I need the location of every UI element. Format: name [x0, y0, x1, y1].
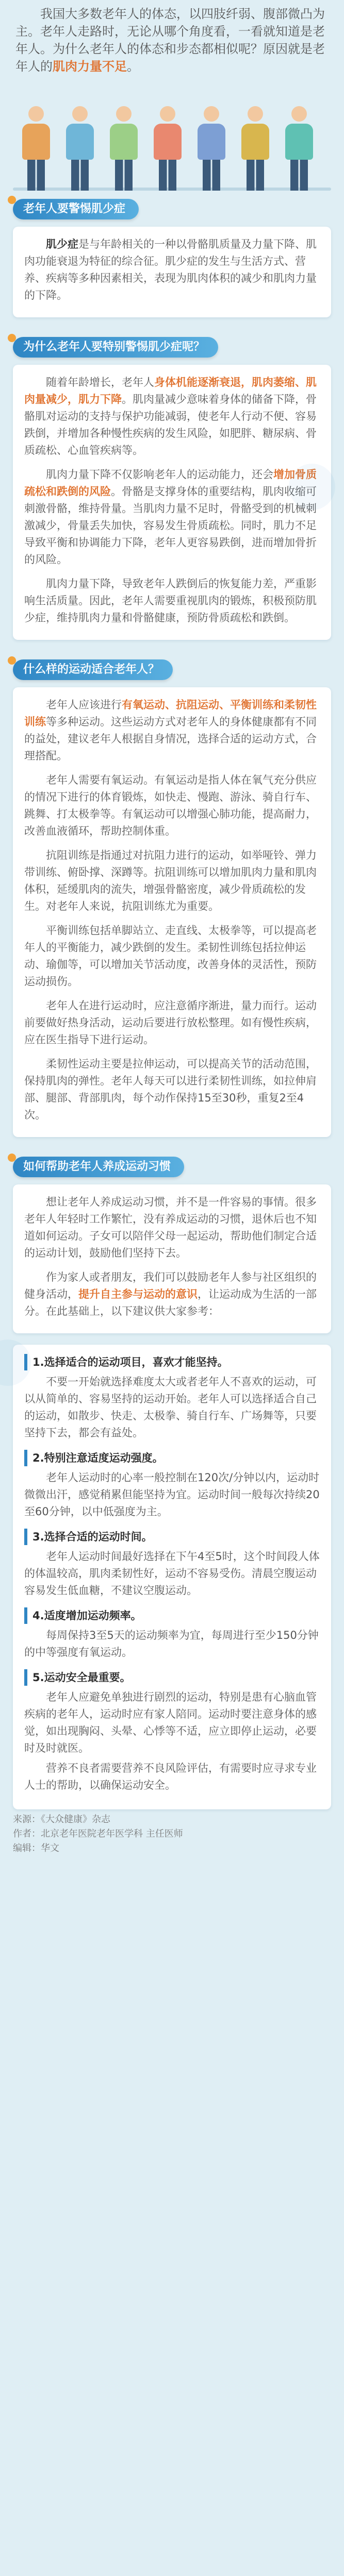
elderly-figure-illustration — [281, 106, 317, 191]
elderly-figure-illustration — [106, 106, 142, 191]
elderly-figure-illustration — [150, 106, 186, 191]
tip-paragraph: 营养不良者需要营养不良风险评估，有需要时应寻求专业人士的帮助，以确保运动安全。 — [24, 1762, 317, 1791]
tip-title: 3.选择合适的运动时间。 — [24, 1529, 320, 1545]
tip-paragraph: 老年人运动时的心率一般控制在120次/分钟以内，运动时微微出汗，感觉稍累但能坚持为宜。运动时间一般每次持续20至60分钟，以中低强度为主。 — [24, 1471, 320, 1518]
elderly-figure-illustration — [237, 106, 273, 191]
section-heading — [13, 1148, 331, 1181]
tip-title: 1.选择适合的运动项目，喜欢才能坚持。 — [24, 1354, 320, 1370]
paragraph-emphasis: 身体机能逐渐衰退，肌肉萎缩、肌肉量减少，肌力下降 — [24, 376, 317, 405]
section-paragraph — [24, 236, 320, 304]
section-paragraph — [24, 1269, 320, 1320]
paragraph-text: 抗阻训练是指通过对抗阻力进行的运动，如举哑铃、弹力带训练、俯卧撑、深蹲等。抗阻训练可以增加肌肉力量和肌肉体积，延缓肌肉的流失，增强骨骼密度，减少骨质疏松的发生。对老年人来说，抗阻训练尤为重要。 — [24, 849, 317, 912]
section-heading — [13, 329, 331, 362]
section-paragraph — [24, 847, 320, 915]
tip-paragraph: 每周保持3至5天的运动频率为宜，每周进行至少150分钟的中等强度有氧运动。 — [24, 1629, 319, 1658]
section-paragraph — [24, 772, 320, 840]
section-paragraph — [24, 1194, 320, 1262]
elderly-figure-illustration — [18, 106, 54, 191]
section-title: 老年人要警惕肌少症 — [13, 199, 139, 219]
paragraph-emphasis: 有氧运动、抗阻运动、平衡训练和柔韧性训练 — [24, 699, 317, 728]
intro-highlight: 肌肉力量不足 — [53, 59, 127, 74]
credit-author: 作者：北京老年医院老年医学科 主任医师 — [13, 1828, 183, 1839]
tips-card — [13, 1345, 331, 1809]
section-heading — [13, 191, 331, 224]
section-paragraph — [24, 575, 320, 626]
section-heading — [13, 651, 331, 684]
paragraph-text: 作为家人或者朋友，我们可以鼓励老年人参与社区组织的健身活动， — [24, 1271, 317, 1300]
section-paragraph — [24, 697, 320, 765]
intro — [0, 0, 344, 75]
credits — [13, 1812, 331, 1856]
credit-editor: 编辑：华文 — [13, 1843, 59, 1854]
credit-source: 来源：《大众健康》杂志 — [13, 1814, 110, 1825]
paragraph-text: 是与年龄相关的一种以骨骼肌质量及力量下降、肌肉功能衰退为特征的综合征。肌少症的发生与生活方式、营养、疾病等多种因素相关，表现为肌肉体积的减少和肌肉力量的下降。 — [24, 238, 317, 301]
tip-title: 5.运动安全最重要。 — [24, 1669, 320, 1686]
section-card — [13, 687, 331, 1137]
section-card — [13, 227, 331, 317]
paragraph-text: 老年人在进行运动时，应注意循序渐进，量力而行。运动前要做好热身活动，运动后要进行放松整理。如有慢性疾病，应在医生指导下进行运动。 — [24, 999, 317, 1046]
sections-container — [0, 191, 344, 1333]
intro-text: 我国大多数老年人的体态，以四肢纤弱、腹部微凸为主。老年人走路时，无论从哪个角度看，一看就知道是老年人。为什么老年人的体态和步态都相似呢？原因就是老年人的 — [15, 7, 325, 74]
paragraph-text: 等多种运动。这些运动方式对老年人的身体健康都有不同的益处，建议老年人根据自身情况，选择合适的运动方式，合理搭配。 — [24, 716, 317, 762]
paragraph-lead: 肌少症 — [46, 238, 78, 250]
paragraph-text: ，让运动成为生活的一部分。在此基础上，以下建议供大家参考： — [24, 1288, 317, 1317]
section-title: 如何帮助老年人养成运动习惯 — [13, 1157, 184, 1177]
section-paragraph — [24, 922, 320, 990]
paragraph-text: 肌肉力量下降不仅影响老年人的运动能力，还会 — [46, 468, 273, 481]
tip-item — [24, 1669, 320, 1794]
section-paragraph — [24, 466, 320, 568]
paragraph-text: 随着年龄增长，老年人 — [46, 376, 154, 388]
section-paragraph — [24, 374, 320, 459]
section-title: 什么样的运动适合老年人？ — [13, 659, 173, 680]
tip-item — [24, 1529, 320, 1599]
tip-title: 4.适度增加运动频率。 — [24, 1607, 320, 1624]
tip-item — [24, 1450, 320, 1520]
intro-end: 。 — [127, 59, 139, 74]
tip-item — [24, 1607, 320, 1661]
section-card — [13, 1184, 331, 1333]
section-paragraph — [24, 1056, 320, 1124]
paragraph-text: 。骨骼是支撑身体的重要结构，肌肉收缩可刺激骨骼，维持骨量。当肌肉力量不足时，骨骼受到的机械刺激减少，骨量丢失加快，容易发生骨质疏松。同时，肌力不足导致平衡和协调能力下降，老年人更容易跌倒，进而增加骨折的风险。 — [24, 485, 317, 566]
elderly-figure-illustration — [193, 106, 230, 191]
intro-paragraph — [15, 5, 329, 75]
hero-illustration — [13, 82, 331, 191]
paragraph-text: 老年人应该进行 — [46, 699, 122, 711]
paragraph-text: 柔韧性运动主要是拉伸运动，可以提高关节的活动范围，保持肌肉的弹性。老年人每天可以进行柔韧性训练，如拉伸肩部、腿部、背部肌肉，每个动作保持15至30秒，重复2至4次。 — [24, 1058, 317, 1121]
decoration-circle — [289, 464, 335, 510]
tip-paragraph: 老年人运动时间最好选择在下午4至5时，这个时间段人体的体温较高，肌肉柔韧性好，运动不容易受伤。清晨空腹运动容易发生低血糖，不建议空腹运动。 — [24, 1550, 320, 1597]
tip-paragraph: 老年人应避免单独进行剧烈的运动，特别是患有心脑血管疾病的老年人，运动时应有家人陪同。运动时要注意身体的感觉，如出现胸闷、头晕、心悸等不适，应立即停止运动，必要时及时就医。 — [24, 1691, 317, 1754]
paragraph-text: 肌肉力量下降，导致老年人跌倒后的恢复能力差，严重影响生活质量。因此，老年人需要重视肌肉的锻炼，积极预防肌少症，维持肌肉力量和骨骼健康，预防骨质疏松和跌倒。 — [24, 578, 317, 624]
section-card — [13, 365, 331, 640]
paragraph-emphasis: 增加骨质疏松和跌倒的风险 — [24, 468, 317, 498]
section-title: 为什么老年人要特别警惕肌少症呢？ — [13, 337, 218, 358]
paragraph-text: 。肌肉量减少意味着身体的储备下降，骨骼肌对运动的支持与保护功能减弱，使老年人行动不便、容易跌倒，并增加各种慢性疾病的发生风险，如肥胖、糖尿病、骨质疏松、心血管疾病等。 — [24, 393, 317, 456]
tip-title: 2.特别注意适度运动强度。 — [24, 1450, 320, 1466]
tip-item — [24, 1354, 320, 1442]
section-paragraph — [24, 997, 320, 1048]
paragraph-text: 平衡训练包括单脚站立、走直线、太极拳等，可以提高老年人的平衡能力，减少跌倒的发生。柔韧性训练包括拉伸运动、瑜伽等，可以增加关节活动度，改善身体的灵活性，预防运动损伤。 — [24, 924, 317, 988]
paragraph-emphasis: 提升自主参与运动的意识 — [78, 1288, 198, 1300]
paragraph-text: 老年人需要有氧运动。有氧运动是指人体在氧气充分供应的情况下进行的体育锻炼，如快走、慢跑、游泳、骑自行车、跳舞、打太极拳等。有氧运动可以增强心肺功能，提高耐力，改善血液循环，帮助控制体重。 — [24, 774, 317, 837]
paragraph-text: 想让老年人养成运动习惯，并不是一件容易的事情。很多老年人年轻时工作繁忙，没有养成运动的习惯，退休后也不知道如何运动。子女可以陪伴父母一起运动，帮助他们制定合适的运动计划，鼓励他们坚持下去。 — [24, 1196, 317, 1259]
tip-paragraph: 不要一开始就选择难度太大或者老年人不喜欢的运动，可以从简单的、容易坚持的运动开始。老年人可以选择适合自己的运动，如散步、快走、太极拳、骑自行车、广场舞等，只要坚持下去，都会有益处。 — [24, 1376, 317, 1439]
elderly-figure-illustration — [62, 106, 98, 191]
